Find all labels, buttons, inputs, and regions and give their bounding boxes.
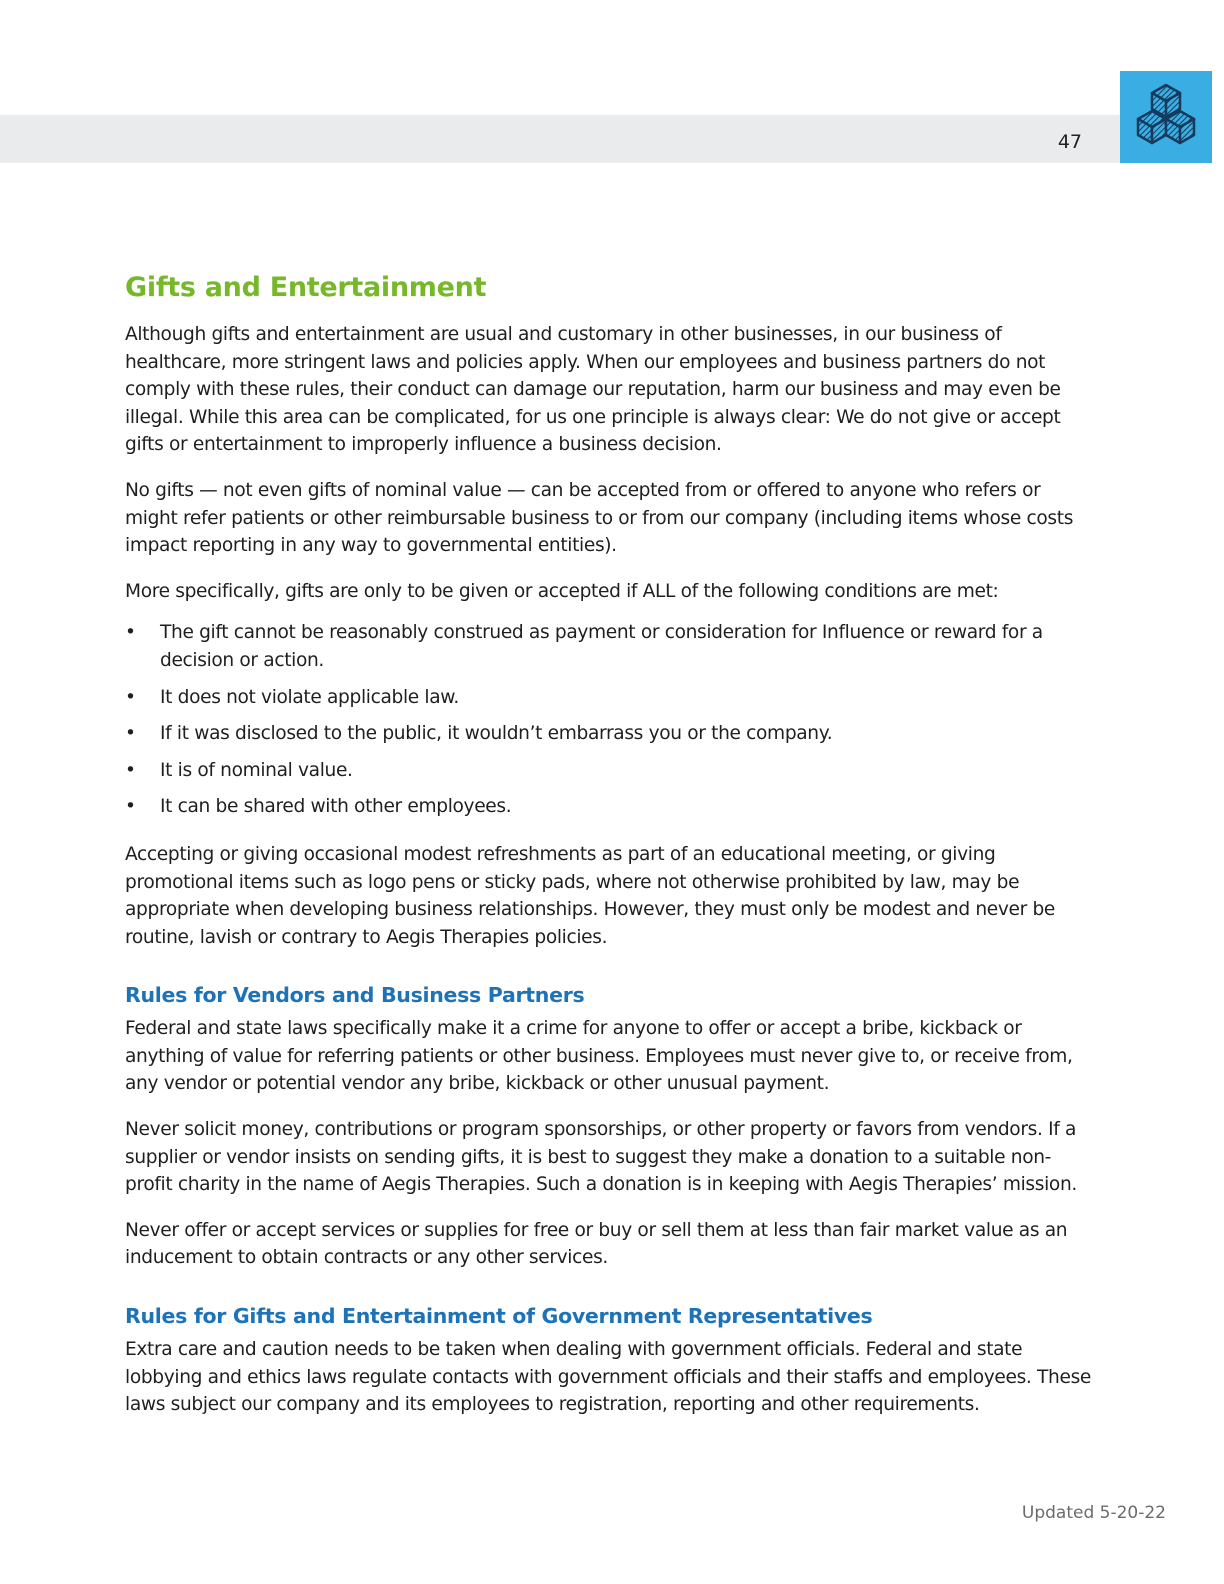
bullet: • xyxy=(125,686,136,708)
page-number: 47 xyxy=(1057,131,1082,153)
list-item xyxy=(125,684,1093,712)
header-band xyxy=(0,115,1120,163)
condition-text: It does not violate applicable law. xyxy=(160,686,459,708)
intro-paragraph-2: No gifts — not even gifts of nominal value — can be accepted from or offered to anyone who refers or might refer patients or other reimbursable business to or from our company (including items whose costs impact reporting in any way to governmental entities). xyxy=(125,479,1074,557)
condition-text: It is of nominal value. xyxy=(160,759,353,781)
main-content xyxy=(125,272,1093,1437)
page-title: Gifts and Entertainment xyxy=(125,272,487,303)
vendors-paragraph-2: Never solicit money, contributions or program sponsorships, or other property or favors from vendors. If a supplier or vendor insists on sending gifts, it is best to suggest they make a donation to a suitable non-profit charity in the name of Aegis Therapies. Such a donation is in keeping with Aegis Therapies’ mission. xyxy=(125,1119,1077,1196)
condition-text: It can be shared with other employees. xyxy=(160,796,512,818)
condition-text: If it was disclosed to the public, it wouldn’t embarrass you or the company. xyxy=(160,723,833,745)
list-item xyxy=(125,619,1093,674)
bullet: • xyxy=(125,622,136,644)
vendors-paragraph-3: Never offer or accept services or supplies for free or buy or sell them at less than fair market value as an inducement to obtain contracts or any other services. xyxy=(125,1219,1068,1269)
vendors-heading: Rules for Vendors and Business Partners xyxy=(125,983,585,1008)
list-item xyxy=(125,720,1093,748)
updated-date: Updated 5-20-22 xyxy=(1021,1503,1166,1523)
bullet: • xyxy=(125,723,136,745)
logo xyxy=(1120,71,1212,163)
government-paragraph-1: Extra care and caution needs to be taken when dealing with government officials. Federal and state lobbying and ethics laws regulate contacts with government officials and their staffs and employees. These laws subject our company and its employees to registration, reporting and other requirements. xyxy=(125,1339,1091,1416)
refreshments-paragraph: Accepting or giving occasional modest refreshments as part of an educational meeting, or giving promotional items such as logo pens or sticky pads, where not otherwise prohibited by law, may be appropriate when developing business relationships. However, they must only be modest and never be routine, lavish or contrary to Aegis Therapies policies. xyxy=(125,843,1056,948)
list-item xyxy=(125,793,1093,821)
condition-text: The gift cannot be reasonably construed as payment or consideration for Influence or reward for a decision or action. xyxy=(160,622,1043,671)
intro-paragraph-3: More specifically, gifts are only to be given or accepted if ALL of the following conditions are met: xyxy=(125,580,999,602)
conditions-list xyxy=(125,619,1093,821)
bullet: • xyxy=(125,759,136,781)
government-heading: Rules for Gifts and Entertainment of Government Representatives xyxy=(125,1304,873,1329)
bullet: • xyxy=(125,796,136,818)
vendors-paragraph-1: Federal and state laws specifically make it a crime for anyone to offer or accept a bribe, kickback or anything of value for referring patients or other business. Employees must never give to, or receive from, any vendor or potential vendor any bribe, kickback or other unusual payment. xyxy=(125,1018,1073,1095)
stacked-cubes-icon xyxy=(1128,79,1204,155)
intro-paragraph-1: Although gifts and entertainment are usual and customary in other businesses, in our business of healthcare, more stringent laws and policies apply. When our employees and business partners do not comply with these rules, their conduct can damage our reputation, harm our business and may even be illegal. While this area can be complicated, for us one principle is always clear: We do not give or accept gifts or entertainment to improperly influence a business decision. xyxy=(125,324,1061,456)
list-item xyxy=(125,757,1093,785)
